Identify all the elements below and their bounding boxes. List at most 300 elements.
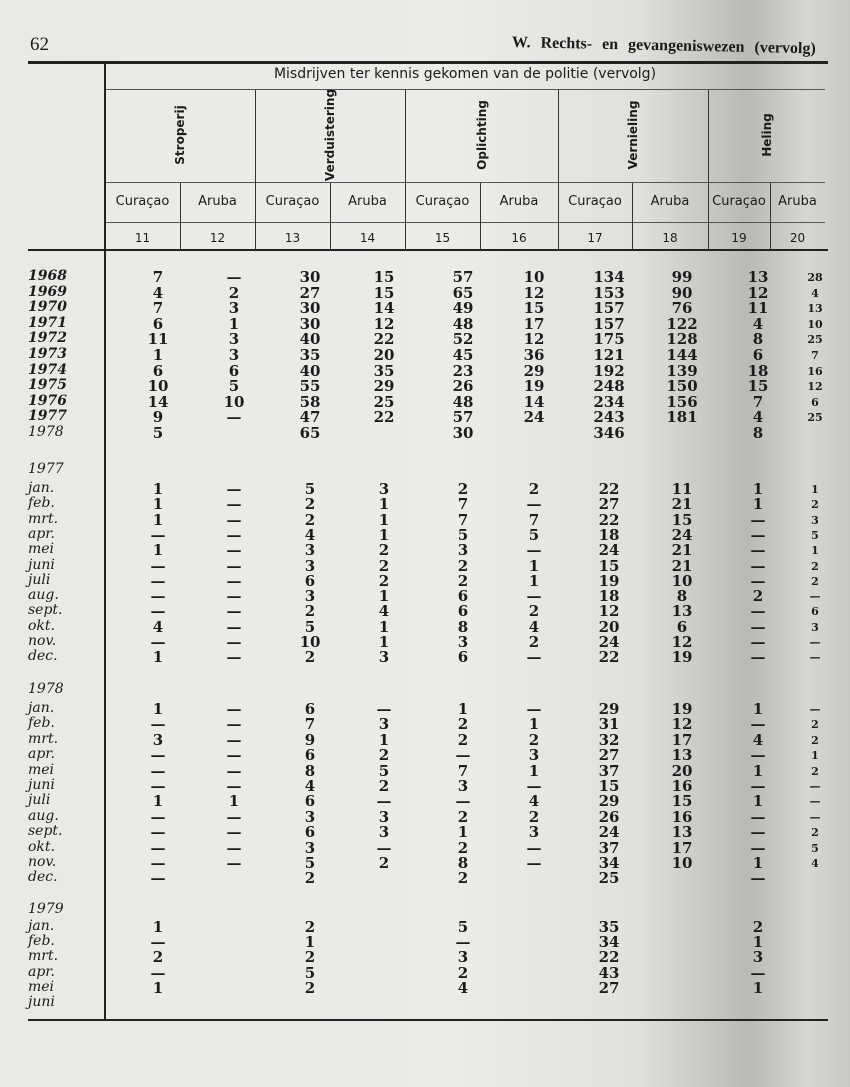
table-cell: 4	[152, 283, 164, 302]
row-label: feb.	[28, 933, 55, 950]
table-cell: 12	[671, 715, 693, 734]
table-cell: 16	[671, 777, 693, 795]
table-cell: 25	[373, 392, 395, 411]
table-cell: 22	[598, 480, 620, 498]
table-cell: 1	[304, 933, 316, 952]
table-cell: 1	[152, 541, 164, 560]
table-cell: 21	[671, 541, 693, 560]
table-cell: 52	[452, 330, 474, 349]
place-header: Curaçao	[568, 194, 622, 209]
table-cell: 2	[304, 978, 316, 997]
table-cell: —	[809, 636, 821, 649]
table-cell: 1	[228, 314, 240, 333]
table-cell: 10	[147, 377, 169, 396]
table-cell: 5	[457, 525, 469, 544]
table-cell: 2	[304, 602, 316, 621]
table-cell: 150	[666, 377, 698, 396]
table-cell: 15	[373, 268, 395, 286]
table-cell: 11	[671, 480, 693, 498]
table-cell: 47	[299, 408, 321, 427]
table-cell: 4	[811, 286, 819, 300]
table-cell: 17	[671, 730, 693, 749]
table-cell: 4	[378, 602, 390, 621]
table-cell: 3	[228, 346, 240, 364]
row-label: mei	[28, 541, 55, 558]
table-cell: 3	[378, 715, 390, 734]
table-cell: 76	[671, 299, 693, 318]
table-row	[0, 330, 850, 349]
table-cell: —	[809, 651, 821, 665]
table-cell: 3	[304, 587, 316, 606]
crime-group-header: Verduistering	[323, 88, 337, 182]
row-label: apr.	[28, 525, 55, 542]
table-cell: 6	[457, 648, 469, 667]
table-cell: 35	[373, 361, 395, 380]
row-label: feb.	[28, 715, 55, 732]
table-cell: 12	[523, 330, 545, 349]
row-label: 1976	[28, 392, 67, 409]
table-cell: 3	[378, 648, 390, 667]
table-cell: —	[150, 869, 166, 888]
table-cell: 3	[457, 633, 469, 651]
table-cell: 3	[378, 823, 390, 842]
table-cell: 24	[523, 408, 545, 427]
table-cell: 29	[523, 361, 545, 380]
table-cell: 1	[378, 525, 390, 544]
row-label: 1968	[28, 268, 67, 284]
table-cell: 5	[304, 854, 316, 872]
table-cell: 17	[523, 314, 545, 333]
table-row	[0, 792, 850, 811]
table-row	[0, 587, 850, 606]
row-label: sept.	[28, 602, 63, 619]
table-cell: 6	[304, 792, 316, 811]
row-label: juli	[28, 571, 51, 588]
table-cell: 2	[752, 918, 764, 936]
row-label: nov.	[28, 854, 57, 870]
table-cell: 2	[752, 587, 764, 606]
group-divider	[708, 90, 709, 250]
table-cell: 29	[598, 700, 620, 718]
table-cell: 25	[598, 869, 620, 888]
table-cell: 35	[598, 918, 620, 936]
table-row	[0, 746, 850, 765]
table-cell: 26	[598, 807, 620, 826]
row-label: 1977	[28, 408, 67, 425]
table-cell: 1	[152, 648, 164, 667]
table-cell: 7	[152, 299, 164, 318]
table-cell: 2	[811, 574, 819, 588]
table-cell: 2	[378, 541, 390, 560]
table-cell: —	[150, 525, 166, 544]
table-cell: 2	[304, 648, 316, 667]
table-cell: 1	[528, 571, 540, 590]
table-cell: 153	[593, 283, 625, 302]
table-cell: 243	[593, 408, 625, 427]
table-cell: 192	[593, 361, 625, 380]
table-cell: 2	[457, 730, 469, 749]
row-label: okt.	[28, 838, 55, 855]
table-row	[0, 715, 850, 734]
table-cell: 2	[378, 571, 390, 590]
running-title: W. Rechts- en gevangeniswezen (vervolg)	[511, 34, 816, 58]
table-cell: 15	[598, 777, 620, 795]
table-cell: 2	[457, 869, 469, 888]
table-cell: 8	[457, 854, 469, 872]
table-cell: 90	[671, 283, 693, 302]
table-cell: —	[150, 587, 166, 606]
table-cell: 29	[598, 792, 620, 811]
table-cell: 19	[598, 571, 620, 590]
table-cell: 14	[523, 392, 545, 411]
row-label: juli	[28, 792, 51, 809]
table-cell: 1	[228, 792, 240, 811]
table-cell: 6	[676, 617, 688, 636]
table-row	[0, 377, 850, 396]
table-cell: 248	[593, 377, 625, 396]
table-cell: —	[750, 571, 766, 590]
table-cell: —	[226, 617, 242, 636]
table-cell: 2	[811, 498, 819, 512]
table-cell: —	[750, 525, 766, 544]
table-cell: 6	[752, 346, 764, 364]
column-number: 14	[359, 231, 376, 245]
table-row	[0, 854, 850, 870]
table-cell: —	[226, 268, 242, 286]
table-cell: —	[226, 777, 242, 795]
table-cell: 1	[378, 587, 390, 606]
table-row	[0, 869, 850, 888]
table-cell: 65	[452, 283, 474, 302]
table-cell: —	[809, 780, 821, 793]
table-cell: 1	[528, 556, 540, 575]
table-cell: 156	[666, 392, 698, 411]
row-label: 1978	[28, 424, 64, 440]
table-cell: 22	[598, 648, 620, 667]
table-cell: 6	[304, 700, 316, 718]
table-cell: 157	[593, 314, 625, 333]
table-cell: 4	[528, 617, 540, 636]
place-header: Curaçao	[265, 194, 320, 209]
row-label: 1971	[28, 314, 67, 331]
crime-group-header: Heling	[759, 113, 774, 157]
table-cell: 1	[528, 715, 540, 734]
table-cell: 1	[457, 823, 469, 842]
place-rule	[105, 222, 825, 223]
table-cell: 22	[598, 510, 620, 529]
table-cell: —	[150, 761, 166, 780]
column-number: 11	[134, 231, 151, 245]
table-cell: 17	[671, 838, 693, 857]
table-row	[0, 602, 850, 621]
crime-group-header: Vernieling	[626, 100, 640, 170]
table-cell: 27	[598, 746, 620, 765]
row-label: jan.	[28, 700, 55, 716]
table-cell: 2	[457, 556, 469, 575]
table-cell: —	[750, 746, 766, 765]
table-cell: —	[750, 963, 766, 982]
table-row	[0, 731, 850, 747]
table-cell: 5	[304, 480, 316, 498]
table-cell: —	[226, 408, 242, 427]
table-row	[0, 648, 850, 667]
table-cell: 4	[304, 777, 316, 795]
table-cell: 5	[152, 424, 164, 442]
table-cell: 13	[807, 302, 823, 316]
table-cell: 12	[747, 283, 769, 302]
table-cell: 2	[457, 715, 469, 734]
table-row	[0, 700, 850, 716]
row-label: mei	[28, 978, 55, 995]
table-row	[0, 918, 850, 934]
table-cell: 7	[457, 510, 469, 529]
table-cell: 24	[598, 823, 620, 842]
table-cell: 19	[671, 648, 693, 667]
table-cell: 28	[807, 271, 823, 284]
table-cell: —	[226, 587, 242, 606]
table-cell: 5	[528, 525, 540, 544]
table-cell: 48	[452, 314, 474, 333]
table-cell: 13	[671, 602, 693, 621]
row-label: 1972	[28, 330, 67, 347]
table-title: Misdrijven ter kennis gekomen van de politie (vervolg)	[273, 66, 657, 82]
table-row	[0, 808, 850, 824]
table-cell: 9	[152, 408, 164, 427]
table-cell: —	[809, 590, 821, 604]
table-cell: 99	[671, 268, 693, 286]
column-number: 19	[731, 231, 747, 245]
table-cell: 2	[528, 730, 540, 749]
table-row	[0, 424, 850, 440]
table-row	[0, 346, 850, 362]
top-rule	[28, 61, 828, 64]
row-label: mrt.	[28, 948, 59, 965]
row-label: 1969	[28, 283, 67, 300]
table-cell: 1	[378, 617, 390, 636]
table-cell: 1	[811, 544, 819, 558]
place-header: Curaçao	[115, 194, 170, 209]
table-cell: 8	[457, 617, 469, 636]
table-cell: 2	[528, 480, 540, 498]
table-cell: 7	[152, 268, 164, 286]
table-cell: 4	[304, 525, 316, 544]
table-cell: 2	[304, 510, 316, 529]
table-cell: 10	[807, 317, 823, 331]
table-cell: 2	[811, 559, 819, 573]
table-cell: —	[150, 933, 166, 952]
table-cell: 20	[598, 617, 620, 636]
table-cell: 48	[452, 392, 474, 411]
table-cell: 57	[452, 408, 474, 427]
table-cell: 10	[223, 392, 245, 411]
title-rule	[105, 89, 825, 90]
row-label: mei	[28, 761, 55, 778]
row-label: nov.	[28, 633, 57, 649]
row-label: juni	[28, 994, 55, 1010]
table-cell: —	[750, 556, 766, 575]
table-cell: 34	[598, 933, 620, 952]
row-label: mrt.	[28, 730, 59, 747]
table-cell: 18	[747, 361, 769, 380]
table-cell: 5	[457, 918, 469, 936]
table-row	[0, 511, 850, 527]
table-cell: 1	[752, 933, 764, 952]
table-row	[0, 315, 850, 331]
table-cell: 19	[671, 700, 693, 718]
table-cell: 55	[299, 377, 321, 396]
table-cell: —	[455, 792, 471, 811]
table-cell: 3	[152, 730, 164, 749]
table-cell: 4	[752, 730, 764, 749]
table-cell: —	[150, 556, 166, 575]
table-cell: 1	[811, 749, 819, 763]
column-number: 20	[789, 231, 806, 245]
table-cell: 4	[811, 857, 819, 870]
table-cell: 1	[378, 633, 390, 651]
table-cell: —	[526, 587, 542, 606]
table-cell: 3	[528, 746, 540, 765]
table-cell: —	[750, 807, 766, 826]
table-cell: 1	[152, 978, 164, 997]
table-cell: 8	[752, 424, 764, 442]
table-cell: 27	[598, 978, 620, 997]
table-cell: 13	[747, 268, 769, 286]
table-cell: 1	[752, 854, 764, 872]
table-cell: —	[150, 963, 166, 982]
table-cell: 1	[811, 483, 819, 496]
page-number: 62	[30, 34, 49, 55]
table-cell: 3	[752, 948, 764, 967]
table-cell: —	[226, 495, 242, 514]
table-row	[0, 839, 850, 855]
table-cell: —	[150, 777, 166, 795]
table-cell: 2	[228, 283, 240, 302]
table-cell: 1	[152, 918, 164, 936]
table-cell: 6	[811, 395, 819, 409]
table-cell: 27	[299, 283, 321, 302]
table-cell: 181	[666, 408, 698, 427]
table-cell: 21	[671, 556, 693, 575]
table-cell: 2	[528, 807, 540, 826]
table-cell: —	[226, 525, 242, 544]
table-cell: —	[526, 541, 542, 560]
table-cell: 4	[528, 792, 540, 811]
place-header: Curaçao	[712, 194, 766, 209]
table-cell: —	[809, 795, 821, 809]
table-cell: —	[226, 556, 242, 575]
row-label: aug.	[28, 807, 59, 824]
table-cell: —	[226, 746, 242, 765]
table-cell: —	[150, 746, 166, 765]
table-cell: 2	[457, 480, 469, 498]
table-cell: 14	[147, 392, 169, 411]
table-row	[0, 633, 850, 649]
table-cell: —	[150, 807, 166, 826]
table-row	[0, 408, 850, 427]
table-cell: 10	[671, 854, 693, 872]
table-cell: 6	[152, 361, 164, 380]
table-cell: 16	[671, 807, 693, 826]
table-cell: 1	[378, 730, 390, 749]
table-cell: 3	[457, 777, 469, 795]
table-cell: 128	[666, 330, 698, 349]
table-cell: 35	[299, 346, 321, 364]
table-cell: 2	[528, 633, 540, 651]
table-cell: 30	[299, 314, 321, 333]
place-header: Aruba	[198, 194, 237, 209]
table-row	[0, 393, 850, 409]
row-label: juni	[28, 556, 55, 573]
table-cell: 49	[452, 299, 474, 318]
row-label: juni	[28, 777, 55, 793]
table-cell: 19	[523, 377, 545, 396]
table-cell: 3	[528, 823, 540, 842]
table-cell: 30	[452, 424, 474, 442]
table-cell: 18	[598, 525, 620, 544]
table-cell: 3	[304, 541, 316, 560]
table-cell: 139	[666, 361, 698, 380]
table-cell: 6	[152, 314, 164, 333]
table-cell: 1	[152, 700, 164, 718]
table-cell: —	[526, 838, 542, 857]
column-number: 13	[284, 231, 301, 245]
table-cell: 30	[299, 299, 321, 318]
table-cell: —	[750, 869, 766, 888]
table-cell: —	[526, 495, 542, 514]
table-cell: —	[750, 617, 766, 636]
table-cell: 3	[378, 807, 390, 826]
row-label: dec.	[28, 869, 58, 886]
table-cell: 25	[807, 411, 823, 425]
table-cell: 8	[676, 587, 688, 606]
table-cell: 2	[457, 807, 469, 826]
table-cell: 36	[523, 346, 545, 364]
table-cell: 29	[373, 377, 395, 396]
table-cell: —	[750, 602, 766, 621]
column-number: 15	[434, 231, 451, 245]
table-cell: 18	[598, 587, 620, 606]
table-cell: 11	[147, 330, 169, 349]
table-cell: 1	[152, 495, 164, 514]
row-label: 1974	[28, 361, 67, 378]
table-cell: 5	[811, 841, 819, 855]
table-row	[0, 557, 850, 573]
row-label: aug.	[28, 587, 59, 604]
table-row	[0, 284, 850, 300]
table-cell: 15	[523, 299, 545, 318]
table-cell: 32	[598, 730, 620, 749]
table-row	[0, 495, 850, 514]
row-label: sept.	[28, 823, 63, 840]
table-row	[0, 777, 850, 793]
table-row	[0, 480, 850, 496]
table-cell: —	[226, 541, 242, 560]
table-cell: 37	[598, 838, 620, 857]
table-cell: 1	[152, 510, 164, 529]
table-cell: 24	[671, 525, 693, 544]
section-year-label: 1978	[28, 681, 64, 697]
table-row	[0, 362, 850, 378]
table-cell: 3	[378, 480, 390, 498]
table-cell: —	[750, 838, 766, 857]
table-row	[0, 541, 850, 560]
group-divider	[255, 90, 256, 250]
table-cell: —	[226, 838, 242, 857]
table-cell: —	[150, 633, 166, 651]
table-cell: 1	[152, 346, 164, 364]
table-cell: —	[750, 633, 766, 651]
table-cell: —	[150, 838, 166, 857]
